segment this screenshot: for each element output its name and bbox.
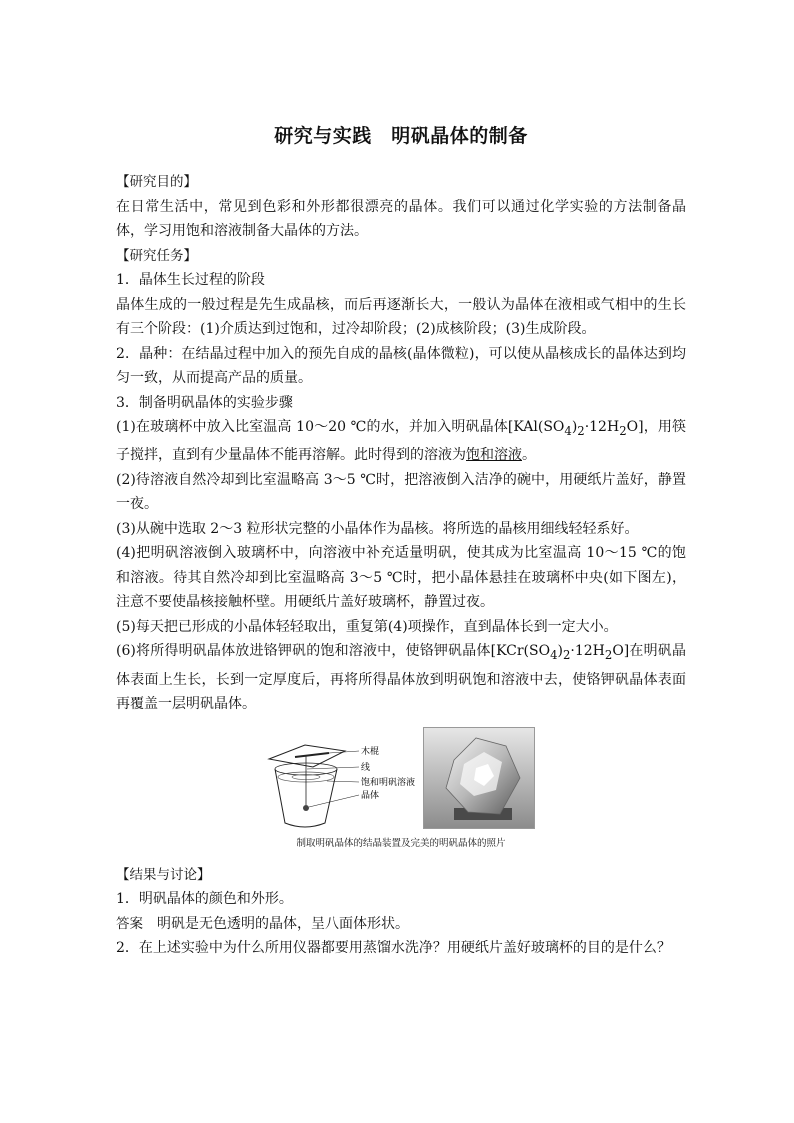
figure-caption: 制取明矾晶体的结晶装置及完美的明矾晶体的照片 — [296, 837, 506, 849]
step-6 — [116, 639, 686, 716]
step-6-part: (6)将所得明矾晶体放进铬钾矾的饱和溶液中，使铬钾矾晶体[KCr(SO — [116, 643, 551, 660]
step-6-part: ·12H — [570, 643, 605, 660]
subscript: 2 — [562, 648, 571, 663]
subscript: 2 — [619, 423, 627, 438]
apparatus-svg — [267, 737, 417, 833]
answer-1 — [116, 912, 686, 937]
subscript: 2 — [577, 423, 585, 438]
page-title: 研究与实践 明矾晶体的制备 — [274, 125, 528, 147]
subscript: 4 — [564, 423, 572, 438]
step-4: (4)把明矾溶液倒入玻璃杯中，向溶液中补充适量明矾，使其成为比室温高 10～15 ℃的饱和溶液。待其自然冷却到比室温略高 3～5 ℃时，把小晶体悬挂在玻璃杯中央(如下图左)，注意不要使晶核接触杯壁。用硬纸片盖好玻璃杯，静置过夜。 — [116, 545, 686, 611]
label-thread: 线 — [361, 762, 371, 773]
label-solution: 饱和明矾溶液 — [361, 777, 416, 788]
leader-line — [309, 795, 359, 807]
crystal — [303, 805, 309, 811]
document-page — [116, 120, 686, 961]
step-6-part: ) — [557, 643, 563, 660]
step-5: (5)每天把已形成的小晶体轻轻取出，重复第(4)项操作，直到晶体长到一定大小。 — [116, 618, 618, 635]
step-3: (3)从碗中选取 2～3 粒形状完整的小晶体作为晶核。将所选的晶核用细线轻轻系好。 — [116, 520, 639, 537]
task-1-title: 1．晶体生长过程的阶段 — [116, 272, 265, 288]
figure — [116, 727, 686, 833]
step-6-part: O]在明矾晶体表面上生长，长到一定厚度后，再将所得晶体放到明矾饱和溶液中去，使铬钾矾晶体表面再覆盖一层明矾晶体。 — [116, 643, 686, 713]
answer-1-text: 明矾是无色透明的晶体，呈八面体形状。 — [143, 915, 409, 932]
crystallization-apparatus-diagram — [267, 737, 417, 833]
step-1-part: O]，用筷子搅拌，直到有少量晶体不能再溶解。此时得到的溶液为 — [116, 419, 686, 464]
step-1-part: (1)在玻璃杯中放入比室温高 10～20 ℃的水，并加入明矾晶体[KAl(SO — [116, 419, 565, 435]
step-2: (2)待溶液自然冷却到比室温略高 3～5 ℃时，把溶液倒入洁净的碗中，用硬纸片盖好，静置一夜。 — [116, 471, 686, 513]
subscript: 2 — [604, 648, 613, 663]
step-1-part: ·12H — [584, 419, 620, 435]
question-2: 2．在上述实验中为什么所用仪器都要用蒸馏水洗净？用硬纸片盖好玻璃杯的目的是什么？ — [116, 940, 671, 957]
alum-crystal-photo — [423, 727, 535, 829]
leader-line — [307, 767, 359, 769]
task-1-text: 晶体生成的一般过程是先生成晶核，而后再逐渐长大，一般认为晶体在液相或气相中的生长有三个阶段：(1)介质达到过饱和，过冷却阶段；(2)成核阶段；(3)生成阶段。 — [116, 296, 686, 337]
task-2-text: 2．晶种：在结晶过程中加入的预先自成的晶核(晶体微粒)，可以使从晶核成长的晶体达到均匀一致，从而提高产品的质量。 — [116, 345, 686, 386]
subscript: 4 — [550, 648, 558, 663]
task-3-title: 3．制备明矾晶体的实验步骤 — [116, 394, 293, 411]
label-stick: 木棍 — [361, 746, 380, 757]
purpose-heading: 【研究目的】 — [116, 174, 197, 190]
purpose-text: 在日常生活中，常见到色彩和外形都很漂亮的晶体。我们可以通过化学实验的方法制备晶体，学习用饱和溶液制备大晶体的方法。 — [116, 198, 686, 239]
results-heading: 【结果与讨论】 — [116, 866, 211, 883]
answer-label: 答案 — [116, 915, 143, 932]
label-crystal: 晶体 — [361, 790, 380, 801]
answer-underline: 饱和溶液 — [466, 447, 522, 464]
leader-line — [327, 781, 359, 782]
crystal-photo-svg — [424, 728, 534, 828]
step-1-part: 。 — [522, 447, 536, 464]
step-1 — [116, 415, 686, 468]
task-heading: 【研究任务】 — [116, 247, 197, 264]
question-1: 1．明矾晶体的颜色和外形。 — [116, 891, 293, 908]
step-1-part: ) — [571, 419, 578, 435]
